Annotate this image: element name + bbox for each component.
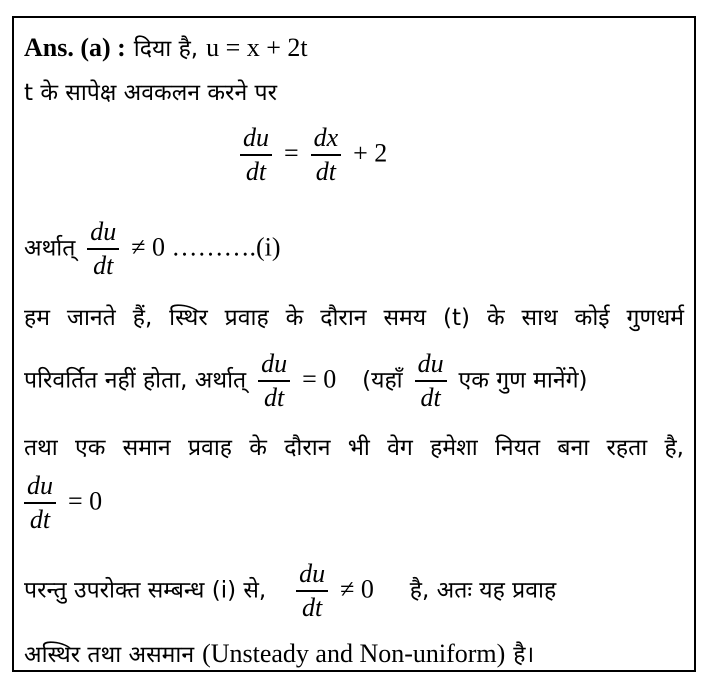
plus-two: + 2 — [353, 138, 388, 168]
fraction-denominator: dt — [245, 157, 267, 186]
du-dt-fraction — [24, 470, 56, 536]
here-text: (यहाँ — [362, 367, 403, 394]
equals-zero: = 0 — [67, 486, 103, 516]
inequality-line — [24, 216, 684, 282]
fraction-numerator: du — [240, 122, 272, 156]
fraction-denominator: dt — [315, 157, 336, 186]
answer-box — [12, 16, 696, 672]
fraction-denominator: dt — [29, 505, 51, 534]
given-text: दिया है, — [133, 36, 199, 62]
unsteady-english: (Unsteady and Non-uniform) — [202, 639, 506, 668]
du-dt-fraction — [87, 216, 119, 282]
answer-label: Ans. (a) : — [24, 33, 126, 62]
final-line — [24, 638, 684, 671]
unsteady-hindi: अस्थिर तथा असमान — [24, 642, 195, 668]
answer-heading-line — [24, 32, 684, 65]
equals-sign: = — [283, 138, 299, 168]
du-dt-fraction — [415, 348, 447, 414]
du-dt-fraction — [240, 122, 272, 188]
given-equation: u = x + 2t — [206, 33, 308, 62]
fraction-numerator: du — [24, 470, 56, 504]
equals-zero: = 0 — [302, 364, 337, 394]
dx-dt-fraction — [311, 122, 342, 188]
property-note: एक गुण मानेंगे) — [458, 367, 588, 394]
zero-derivative-line — [24, 470, 684, 536]
fraction-numerator: du — [258, 348, 290, 382]
equation-i: ≠ 0 ……….(i) — [131, 232, 281, 262]
fraction-denominator: dt — [420, 383, 441, 412]
du-dt-fraction — [258, 348, 290, 414]
fraction-numerator: du — [415, 348, 447, 382]
fraction-numerator: du — [87, 216, 119, 250]
du-dt-fraction — [296, 558, 328, 624]
fraction-denominator: dt — [93, 251, 114, 280]
steady-flow-line: हम जानते हैं, स्थिर प्रवाह के दौरान समय (t) के साथ कोई गुणधर्म — [24, 305, 684, 331]
fraction-denominator: dt — [302, 593, 323, 622]
fraction-denominator: dt — [263, 383, 285, 412]
fraction-numerator: du — [296, 558, 328, 592]
conclusion-text: परन्तु उपरोक्त सम्बन्ध (i) से, — [24, 577, 267, 604]
property-line — [24, 348, 684, 414]
arthat-text: अर्थात् — [24, 235, 76, 262]
not-equal-zero: ≠ 0 — [340, 574, 374, 604]
uniform-flow-line: तथा एक समान प्रवाह के दौरान भी वेग हमेशा नियत बना रहता है, — [24, 435, 684, 461]
conclusion-tail: है, अतः यह प्रवाह — [409, 577, 557, 604]
fraction-numerator: dx — [311, 122, 342, 156]
conclusion-line — [24, 558, 684, 624]
derivative-equation — [236, 122, 684, 188]
differentiate-line — [24, 76, 684, 109]
property-text: परिवर्तित नहीं होता, अर्थात् — [24, 367, 247, 394]
differentiate-text: t के सापेक्ष अवकलन करने पर — [24, 80, 277, 106]
final-verb: है। — [513, 642, 535, 668]
